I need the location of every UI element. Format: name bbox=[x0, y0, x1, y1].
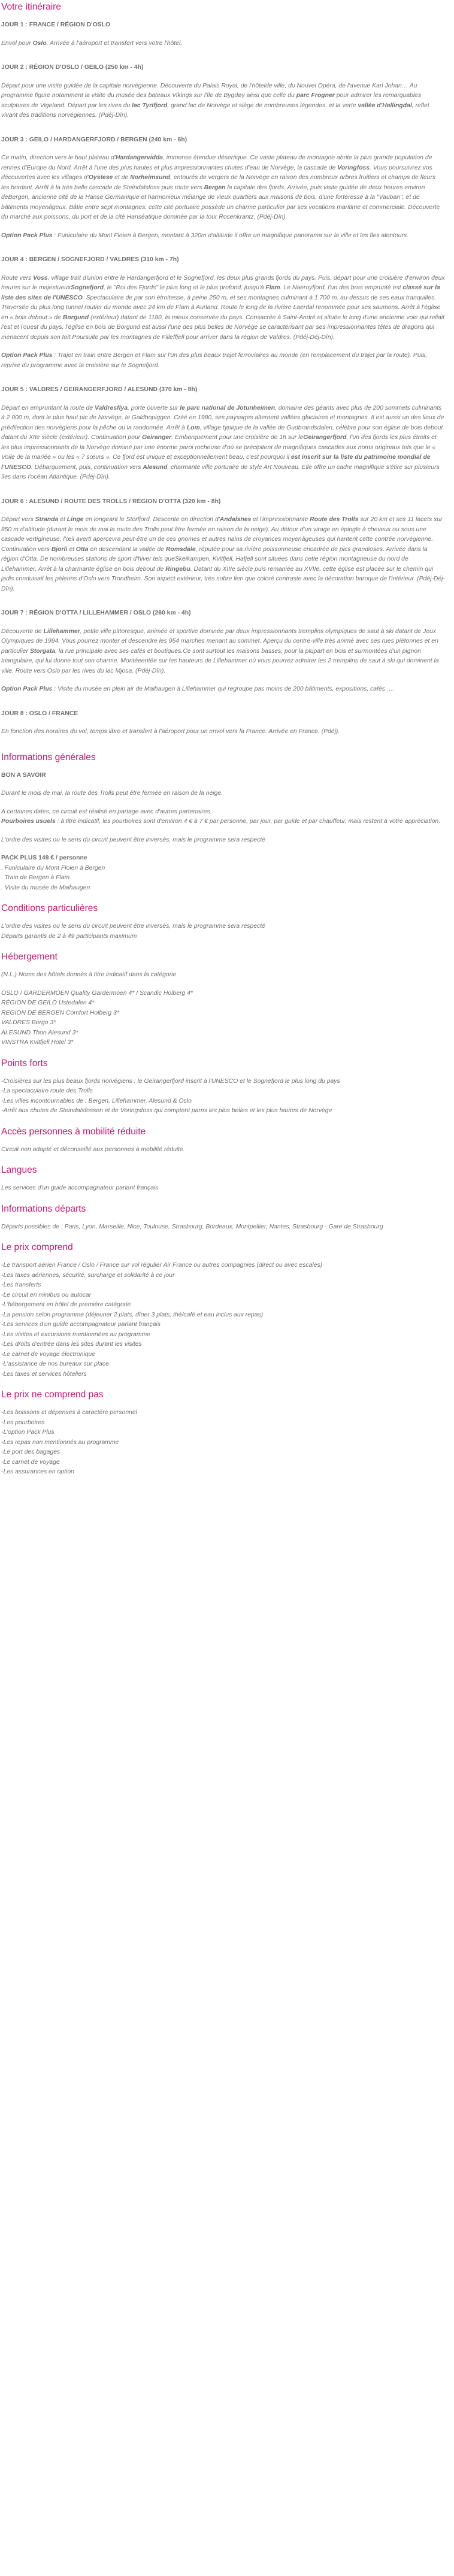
bold-text: Norheimsund bbox=[130, 174, 171, 181]
text-segment: , grand lac de Norvège et siège de nombreuses légendes, et la verte bbox=[167, 102, 358, 109]
text-segment: . Datant du XIIIe siècle puis remaniée au XVIIe, cette église est placée sur le chemin qui jadis conduisait les pèlerins d'Oslo vers Trondheim. Son aspect extérieur, très sobre lien que coloré contraste avec la décoration baroque de l'intérieur. (Pdéj-Déj-Dîn). bbox=[1, 565, 445, 592]
day-title: JOUR 8 : OSLO / FRANCE bbox=[1, 710, 78, 717]
bold-text: Bjorli bbox=[51, 546, 68, 553]
itinerary-day bbox=[1, 385, 445, 483]
hebergement-title: Hébergement bbox=[1, 952, 57, 962]
day-title: JOUR 2 : RÉGION D'OSLO / GEILO (250 km - 4h) bbox=[1, 64, 144, 71]
text-segment: . Débarquement, puis, continuation vers bbox=[31, 464, 143, 471]
day-title: JOUR 3 : GEILO / HARDANGERFJORD / BERGEN (240 km - 6h) bbox=[1, 136, 187, 143]
hotel-item: VINSTRA Kvitfjell Hotel 3* bbox=[1, 1039, 74, 1046]
comprend-section bbox=[1, 1242, 445, 1379]
text-segment: en longeant le Storfjord. Descente en direction d' bbox=[83, 516, 220, 523]
bold-text: Geirangerfjord bbox=[303, 434, 347, 441]
text-segment: la capitale des fjords. Arrivée, puis visite guidée de deux heures environ deBergen, ancienne cité de la Hanse Germanique et harmonieux mélange de vieux quartiers aux maisons de bois, d'une forteresse à la "Vauban", et de bâtiments moyenâgeux. Bâtie entre sept montagnes, cette cité portuaire possède un charme particulier par ses vocations maritime et commerciale. Découverte du marché aux poissons, du port et de la cité Hanséatique dominée par la tour Rosenkrantz. (Pdéj-Dîn). bbox=[1, 184, 440, 220]
text-segment: et de bbox=[113, 174, 131, 181]
langues-section bbox=[1, 1164, 445, 1194]
text-segment: en descendant la vallée de bbox=[88, 546, 166, 553]
departs-text: Départs possibles de : Paris, Lyon, Marseille, Nice, Toulouse, Strasbourg, Bordeaux, Montpellier, Nantes, Strasbourg - Gare de Strasbourg bbox=[1, 1223, 383, 1230]
text-segment: Départ pour une visite guidée de la capitale norvégienne. Découverte du Palais Royal, de l'hôtelde ville, du Nouvel Opéra, de l'avenue Karl Johan… Au programme figure notamment la visite du musée des bateaux Vikings sur l'île de Bygdøy ainsi que celle du bbox=[1, 82, 417, 99]
mobilite-title: Accès personnes à mobilité réduite bbox=[1, 1126, 146, 1137]
day-paragraph bbox=[1, 153, 445, 223]
text-segment: . Embarquement pour une croisière de 1h sur le bbox=[171, 434, 304, 441]
text-segment: . Arrivée à l'aéroport et transfert vers votre l'hôtel. bbox=[46, 40, 183, 47]
day-title: JOUR 4 : BERGEN / SOGNEFJORD / VALDRES (310 km - 7h) bbox=[1, 256, 179, 263]
points-forts-list bbox=[1, 1077, 445, 1116]
bold-text: Alesund bbox=[143, 464, 168, 471]
bold-text: Option Pack Plus bbox=[1, 352, 53, 359]
day-paragraph bbox=[1, 727, 445, 737]
text-segment: Découverte de bbox=[1, 628, 44, 635]
bold-text: est inscrit sur la liste du patrimoine mondial de l'UNESCO bbox=[1, 454, 431, 471]
day-title: JOUR 6 : ALESUND / ROUTE DES TROLLS / RÉGION D'OTTA (320 km - 8h) bbox=[1, 498, 221, 505]
text-segment: , l'un des fjords les plus étroits et les plus impressionnants de la Norvège dominé par une énorme paroi rocheuse d'où se précipitent de magnifiques cascades aux noms originaux tels que le « Voile de la mariée » ou les « 7 sœurs ». Ce fjord est unique et exceptionnellement beau, c'est pourquoi il bbox=[1, 434, 437, 461]
bold-text: Sognefjord bbox=[71, 284, 104, 291]
comprend-pas-section bbox=[1, 1389, 445, 1478]
bold-text: Stranda bbox=[35, 516, 59, 523]
hotel-item: VALDRES Bergo 3* bbox=[1, 1019, 56, 1026]
day-paragraph bbox=[1, 515, 445, 594]
hotel-item: REGION DE BERGEN Comfort Holberg 3* bbox=[1, 1009, 119, 1016]
comprend-list bbox=[1, 1261, 445, 1379]
text-segment: , le "Roi des Fjords" le plus long et le plus profond, jusqu'à bbox=[103, 284, 266, 291]
bold-text: Storgata bbox=[29, 647, 56, 655]
bold-text: classé sur la liste des sites de l'UNESCO bbox=[1, 284, 440, 301]
text-segment: Ce matin, direction vers le haut plateau d' bbox=[1, 155, 116, 161]
comprend-pas-item: -Les assurances en option bbox=[1, 1469, 74, 1475]
text-segment: Route vers bbox=[1, 274, 34, 281]
text-segment: pour admirer les remarquables sculptures de Vigeland. Départ par les rives du bbox=[1, 92, 422, 109]
hotel-item: RÉGION DE GEILO Ustedalen 4* bbox=[1, 1000, 95, 1006]
comprend-item: -Les visites et excursions mentionnées au programme bbox=[1, 1331, 150, 1338]
comprend-pas-item: -Les repas non mentionnés au programme bbox=[1, 1439, 119, 1446]
bold-text: parc Frogner bbox=[296, 92, 335, 99]
day-paragraph bbox=[1, 39, 445, 49]
bold-text: Lillehammer bbox=[43, 628, 80, 635]
text-segment: , porte ouverte sur bbox=[128, 404, 180, 411]
comprend-pas-item: -Les boissons et dépenses à caractère personnel bbox=[1, 1409, 138, 1416]
text-segment: : Trajet en train entre Bergen et Flam sur l'un des plus beaux trajet ferroviaires au monde (en remplacement du trajet par la route). Puis, reprise du programme avec la croisière sur le Sognefjord. bbox=[1, 352, 428, 369]
day-paragraph bbox=[1, 274, 445, 343]
text-segment: Envol pour bbox=[1, 40, 33, 47]
bold-text: Voringfoss bbox=[337, 164, 370, 171]
itinerary-day bbox=[1, 135, 445, 241]
comprend-pas-list bbox=[1, 1408, 445, 1478]
text-segment: : Funiculaire du Mont Floien à Bergen, montant à 320m d'altitude il offre un magnifique panorama sur la ville et les îles alentours. bbox=[52, 232, 409, 239]
point-fort-item: -Les villes incontournables de : Bergen, Lillehammer, Alesund & Oslo bbox=[1, 1097, 192, 1104]
mobilite-text: Circuit non adapté et déconseillé aux personnes à mobilité réduite. bbox=[1, 1146, 185, 1153]
comprend-title: Le prix comprend bbox=[1, 1242, 73, 1252]
text-segment: , petite ville pittoresque, animée et sportive dominée par deux impressionnants tremplins olympiques de saut à ski datant de Jeux Olympiques de 1994. Vous pourrez monter et descendre les 954 marches menant au sommet. Aperçu du centre-ville très animé avec ses rues piétonnes et en particulier bbox=[1, 628, 438, 655]
langues-text: Les services d'un guide accompagnateur parlant français bbox=[1, 1185, 159, 1191]
bold-text: Lom bbox=[186, 424, 200, 431]
general-title: Informations générales bbox=[1, 752, 96, 762]
bold-text: Route des Trolls bbox=[310, 516, 359, 523]
bold-text: Borgund bbox=[62, 314, 89, 321]
hebergement-section bbox=[1, 951, 445, 1048]
pourboires-text: : à titre indicatif, les pourboires sont d'environ 4 € à 7 € par personne, par jour, par guide et par chauffeur, mais restent à votre appréciation. bbox=[55, 818, 441, 825]
pack-plus-title: PACK PLUS 149 € / personne bbox=[1, 855, 87, 861]
itinerary-day bbox=[1, 609, 445, 695]
point-fort-item: -Croisières sur les plus beaux fjords norvégiens : le Geirangerfjord inscrit à l'UNESCO et le Sognefjord le plus long du pays bbox=[1, 1077, 340, 1085]
comprend-item: -L'assistance de nos bureaux sur place bbox=[1, 1361, 109, 1367]
comprend-item: -L'hébergement en hôtel de première catégorie bbox=[1, 1301, 131, 1308]
bold-text: Valdresflya bbox=[94, 404, 128, 411]
text-segment: , immense étendue désertique. Ce vaste plateau de montagne abrite la plus grande population de rennes d'Europe du Nord. Arrêt à l'une des plus hautes et plus impressionnantes chutes d'eau de Norvège, la cascade de bbox=[1, 155, 432, 171]
text-segment: En fonction des horaires du vol, temps libre et transfert à l'aéroport pour un envol vers la France. Arrivée en France. (Pdéj). bbox=[1, 728, 340, 735]
point-fort-item: -La spectaculaire route des Trolls bbox=[1, 1088, 93, 1094]
general-subtitle: BON A SAVOIR bbox=[1, 771, 46, 779]
text-segment: . Le Naeroyfjord, l'un des bras emprunté est bbox=[280, 284, 403, 291]
points-forts-title: Points forts bbox=[1, 1058, 48, 1068]
comprend-pas-item: -Les pourboires bbox=[1, 1419, 45, 1426]
text-segment: . Spectaculaire de par son étroitesse, à peine 250 m, et ses montagnes culminant à 1 700 m. au-dessus de ses eaux tranquilles. Traversée du plus long tunnel routier du monde avec 24 km de Flam à Aurland. Route le long de la rivière Laerdal renommée pour ses saumons. Arrêt à l'église en « bois debout » de bbox=[1, 294, 441, 321]
text-segment: , la rue principale avec ses cafés et boutiques.Ce sont surtout les maisons basses, pour la plupart en bois et surmontées d'un pignon triangulaire, qui lui donne tout son charme. Montéeentée sur les hauteurs de Lillehammer où vous pourrez admirer les 2 tremplins de saut à ski qui dominent la ville. Route vers Oslo par les rives du lac Mjosa. (Pdéj-Dîn). bbox=[1, 647, 439, 674]
bold-text: lac Tyrifjord bbox=[132, 102, 168, 109]
text-segment: . Vous poursuivrez vos découvertes avec les villages d' bbox=[1, 164, 432, 181]
day-paragraph bbox=[1, 351, 445, 371]
text-segment: Départ en empruntant la route de bbox=[1, 404, 95, 411]
conditions-section bbox=[1, 903, 445, 942]
conditions-paragraph: Départs garantis de 2 à 49 participants maximum bbox=[1, 933, 137, 940]
hotel-item: ALESUND Thon Alesund 3* bbox=[1, 1029, 78, 1036]
bold-text: Option Pack Plus bbox=[1, 232, 53, 239]
comprend-item: -La pension selon programme (déjeuner 2 plats, dîner 3 plats, thé/café et eau inclus aux repas) bbox=[1, 1311, 264, 1318]
comprend-pas-item: -L'option Pack Plus bbox=[1, 1429, 55, 1436]
bold-text: Bergen bbox=[204, 184, 226, 191]
pack-plus-item: . Funiculaire du Mont Floien à Bergen bbox=[1, 864, 105, 871]
comprend-item: -Le transport aérien France / Oslo / France sur vol régulier Air France ou autres compagnies (direct ou avec escales) bbox=[1, 1262, 323, 1269]
text-segment: , entourés de vergers de la Norvège en raison des nombreux arbres fruitiers et champs de fleurs les bordant. Arrêt à la très belle cascade de Steindalsfoss puis route vers bbox=[1, 174, 436, 191]
text-segment: , village typique de la vallée de Gudbrandsdalen, célèbre pour son église de bois debout datant du XIIe siècle (extérieur). Continuation pour bbox=[1, 424, 443, 441]
itinerary-day bbox=[1, 709, 445, 737]
text-segment: et l'impressionnante bbox=[251, 516, 310, 523]
comprend-item: -Les taxes aériennes, sécurité, surcharge et solidarité à ce jour bbox=[1, 1272, 175, 1279]
hebergement-note: (N.L.) Noms des hôtels donnés à titre indicatif dans la catégorie bbox=[1, 971, 177, 978]
bold-text: Andalsnes bbox=[219, 516, 252, 523]
day-paragraph bbox=[1, 627, 445, 677]
day-paragraph bbox=[1, 231, 445, 241]
points-forts-section bbox=[1, 1058, 445, 1116]
text-segment: , village trait d'union entre le Hardangerfjord et le Sognefjord, les deux plus grands fjords du pays. Puis, départ pour une croisière d'environ deux heures sur le majestueux bbox=[1, 274, 445, 291]
comprend-item: -Les transferts bbox=[1, 1282, 41, 1288]
general-paragraph bbox=[1, 817, 445, 827]
point-fort-item: -Arrêt aux chutes de Steindalsfossen et de Voringsfoss qui comptent parmi les plus belles et les plus hautes de Norvège bbox=[1, 1107, 332, 1114]
text-segment: , reflet vivant des traditions norvégiennes. (Pdéj-Dîn). bbox=[1, 102, 429, 119]
itinerary-title: Votre itinéraire bbox=[1, 2, 61, 12]
text-segment: : Visite du musée en plein air de Maihaugen à Lillehammer qui regroupe pas moins de 200 bâtiments, expositions, cafés …. bbox=[52, 686, 395, 692]
conditions-paragraph: L'ordre des visites ou le sens du circuit peuvent être inversés, mais le programme sera respecté bbox=[1, 923, 265, 930]
conditions-title: Conditions particulières bbox=[1, 903, 98, 913]
departs-section bbox=[1, 1203, 445, 1233]
pack-plus-item: . Visite du musée de Maihaugen bbox=[1, 884, 90, 891]
bold-text: Oystese bbox=[88, 174, 113, 181]
day-title: JOUR 7 : RÉGION D'OTTA / LILLEHAMMER / OSLO (260 km - 4h) bbox=[1, 610, 191, 616]
bold-text: vallée d'Hallingdal bbox=[358, 102, 412, 109]
bold-text: Linge bbox=[66, 516, 84, 523]
text-segment: (extérieur) datant de 1180, la mieux conservée du pays. Consacrée à Saint-André et située le long d'une ancienne voie qui reliait l'est et l'ouest du pays, l'église en bois de Borgund est aussi l'une des plus belles de Norvège se caractérisant par ses impressionnantes têtes de dragons qui menacent depuis son toit.Poursuite par les montagnes de Filleffjell pour arriver dans la région de Valdres. (Pdéj-Déj-Dîn). bbox=[1, 314, 444, 341]
pack-plus-list bbox=[1, 853, 445, 893]
itinerary-day bbox=[1, 63, 445, 121]
itinerary-days bbox=[1, 20, 445, 737]
comprend-item: -Les droits d'entrée dans les sites durant les visites bbox=[1, 1341, 142, 1348]
general-paragraph: L'ordre des visites ou le sens du circuit peuvent être inversés, mais le programme sera respecté bbox=[1, 836, 265, 843]
departs-title: Informations départs bbox=[1, 1203, 86, 1214]
bold-text: Geiranger bbox=[142, 434, 172, 441]
text-segment: , réputée pour sa rivière poissonneuse encadrée de pics grandioses. Arrivée dans la région d'Otta. De nombreuses stations de sport d'hiver tels queSkeikampen, Kvitfjell, Hafjell sont situées dans cette région montagneuse du nord de Lillehammer. Arrêt à la charmante église en bois debout de bbox=[1, 546, 428, 573]
bold-text: Otta bbox=[75, 546, 89, 553]
bold-text: Hardangervidda bbox=[115, 155, 163, 161]
comprend-pas-title: Le prix ne comprend pas bbox=[1, 1390, 104, 1400]
comprend-item: -Le circuit en minibus ou autocar bbox=[1, 1291, 92, 1298]
langues-title: Langues bbox=[1, 1165, 37, 1175]
day-paragraph bbox=[1, 685, 445, 695]
text-segment: et bbox=[58, 516, 67, 523]
day-paragraph bbox=[1, 404, 445, 483]
pourboires-label: Pourboires usuels bbox=[1, 818, 56, 825]
text-segment: sur 20 km et ses 11 lacets sur 850 m d'altitude (durant le mois de mai la route des Trolls peut être fermée en raison de la neige). Au détour d'un virage en épingle à cheveux ou sous une cascade vertigineuse, l'œil averti apercevra peut-être un de ces gnomes et autres nains de croyances moyenâgeuses qui hantent cette contrée norvégienne. Continuation vers bbox=[1, 516, 443, 553]
text-segment: , charmante ville portuaire de style Art Nouveau. Elle offre un cadre magnifique s'étire sur plusieurs îles dans l'océan Atlantique. (Pdéj-Dîn). bbox=[1, 464, 440, 480]
comprend-item: -Les services d'un guide accompagnateur parlant français bbox=[1, 1321, 161, 1328]
text-segment: et bbox=[67, 546, 76, 553]
general-section bbox=[1, 752, 445, 894]
mobilite-section bbox=[1, 1126, 445, 1155]
bold-text: Romsdale bbox=[165, 546, 196, 553]
general-paragraph: Durant le mois de mai, la route des Trolls peut être fermée en raison de la neige. bbox=[1, 790, 223, 797]
day-title: JOUR 1 : FRANCE / RÉGION D'OSLO bbox=[1, 22, 111, 28]
hotel-list bbox=[1, 989, 445, 1048]
itinerary-day bbox=[1, 255, 445, 371]
itinerary-day bbox=[1, 497, 445, 595]
day-paragraph bbox=[1, 81, 445, 121]
hotel-item: OSLO / GARDERMOEN Quality Gardermoen 4* / Scandic Holberg 4* bbox=[1, 989, 193, 997]
bold-text: Flam bbox=[265, 284, 280, 291]
general-paragraph: A certaines dates, ce circuit est réalisé en partage avec d'autres partenaires. bbox=[1, 808, 212, 815]
text-segment: , domaine des géants avec plus de 200 sommets culminants à 2 000 m, dont le plus haut pic de Norvège, le Galdhopiggen. Créé en 1980, ses paysages alternent vallées glaciaires et montagnes. Il est aussi un des lieux de prédilection des norvégiens pour la pêche ou la randonnée. Arrêt à bbox=[1, 404, 444, 431]
bold-text: Ringebu bbox=[165, 565, 190, 573]
comprend-item: -Le carnet de voyage électronique bbox=[1, 1351, 96, 1358]
comprend-pas-item: -Le port des bagages bbox=[1, 1449, 60, 1455]
comprend-item: -Les taxes et services hôteliers bbox=[1, 1370, 87, 1378]
text-segment: Départ vers bbox=[1, 516, 35, 523]
day-title: JOUR 5 : VALDRES / GEIRANGERFJORD / ALESUND (370 km - 8h) bbox=[1, 386, 198, 393]
bold-text: Option Pack Plus bbox=[1, 686, 53, 692]
itinerary-day bbox=[1, 20, 445, 49]
pack-plus-item: . Train de Bergen à Flam bbox=[1, 874, 70, 881]
bold-text: le parc national de Jotunheimen bbox=[180, 404, 276, 411]
bold-text: Oslo bbox=[32, 40, 47, 47]
comprend-pas-item: -Le carnet de voyage bbox=[1, 1458, 60, 1466]
bold-text: Voss bbox=[33, 274, 48, 281]
